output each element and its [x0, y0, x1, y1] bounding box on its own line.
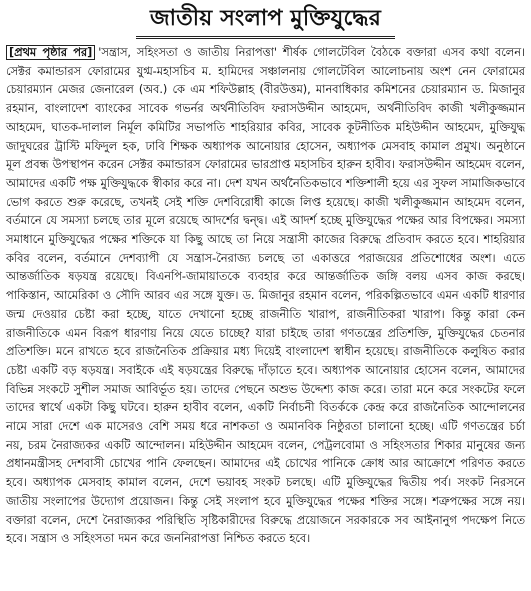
continuation-label: [প্রথম পৃষ্ঠার পর]: [6, 45, 95, 60]
article-text: 'সন্ত্রাস, সহিংসতা ও জাতীয় নিরাপত্তা' শীর্ষক গোলটেবিল বৈঠকে বক্তারা এসব কথা বলেন। সেক্টর কমান্ডারস ফোরামের যুগ্ম-মহাসচিব ম. হামিদের সঞ্চালনায় গোলটেবিল আলোচনায় অংশ নেন ফোরামের চেয়ারম্যান মেজর জেনারেল (অব.) কে এম শফিউল্লাহ (বীরউত্তম), মানবাধিকার কমিশনের চেয়ারম্যান ড. মিজানুর রহমান, বাংলাদেশ ব্যাংকের সাবেক গভর্নর অর্থনীতিবিদ ফরাসউদ্দীন আহমেদ, অর্থনীতিবিদ কাজী খলীকুজ্জমান আহমেদ, ঘাতক-দালাল নির্মূল কমিটির সভাপতি শাহরিয়ার কবির, সাবেক কূটনীতিক মহিউদ্দীন আহমেদ, মুক্তিযুদ্ধ জাদুঘরের ট্রাস্টি মফিদুল হক, ঢাবি শিক্ষক অধ্যাপক আনোয়ার হোসেন, অধ্যাপক মেসবাহ কামাল প্রমুখ। অনুষ্ঠানে মূল প্রবন্ধ উপস্থাপন করেন সেক্টর কমান্ডারস ফোরামের ভারপ্রাপ্ত মহাসচিব হারুন হাবীব। ফরাসউদ্দীন আহমেদ বলেন, আমাদের একটি পক্ষ মুক্তিযুদ্ধকে স্বীকার করে না। দেশ যখন অর্থনৈতিকভাবে শক্তিশালী হয়ে এর সুফল সামাজিকভাবে ভোগ করতে শুরু করেছে, তখনই সেই শক্তি দেশবিরোধী কাজে লিপ্ত হয়েছে। কাজী খলীকুজ্জমান আহমেদ বলেন, বর্তমানে যে সমস্যা চলছে তার মূলে রয়েছে আদর্শের দ্বন্দ্ব। এই আদর্শ হচ্ছে মুক্তিযুদ্ধের পক্ষের আর বিপক্ষের। সমস্যা সমাধানে মুক্তিযুদ্ধের পক্ষের শক্তিকে যা কিছু আছে তা নিয়ে সন্ত্রাসী কাজের বিরুদ্ধে প্রতিবাদ করতে হবে। শাহরিয়ার কবির বলেন, বর্তমানে দেশব্যাপী যে সন্ত্রাস-নৈরাজ্য চলছে তা একাত্তরে পরাজয়ের প্রতিশোধের অংশ। এতে আন্তর্জাতিক ষড়যন্ত্র রয়েছে। বিএনপি-জামায়াতকে ব্যবহার করে আন্তর্জাতিক জঙ্গি বলয় এসব কাজ করছে। পাকিস্তান, আমেরিকা ও সৌদি আরব এর সঙ্গে যুক্ত। ড. মিজানুর রহমান বলেন, পরিকল্পিতভাবে এমন একটি ধারণার জন্ম দেওয়ার চেষ্টা করা হচ্ছে, যাতে দেখানো হচ্ছে রাজনীতি খারাপ, রাজনীতিকরা খারাপ। কিন্তু কারা কেন রাজনীতিকে এমন বিরূপ ধারণায় নিয়ে যেতে চাচ্ছে? যারা চাইছে তারা গণতন্ত্রের প্রতিশক্তি, মুক্তিযুদ্ধের চেতনার প্রতিশক্তি। মনে রাখতে হবে রাজনৈতিক প্রক্রিয়ার মধ্য দিয়েই বাংলাদেশ স্বাধীন হয়েছে। রাজনীতিকে কলুষিত করার চেষ্টা একটি বড় ষড়যন্ত্র। সবাইকে এই ষড়যন্ত্রের বিরুদ্ধে দাঁড়াতে হবে। অধ্যাপক আনোয়ার হোসেন বলেন, আমাদের বিভিন্ন সংকটে সুশীল সমাজ আবির্ভূত হয়। তাদের পেছনে অশুভ উদ্দেশ্য কাজ করে। তারা মনে করে সংকটের ফলে তাদের স্বার্থে একটা কিছু ঘটবে। হারুন হাবীব বলেন, একটি নির্বাচনী বিতর্ককে কেন্দ্র করে রাজনৈতিক আন্দোলনের নামে সারা দেশে এক মাসেরও বেশি সময় ধরে নাশকতা ও অমানবিক নিষ্ঠুরতা চালানো হচ্ছে। এটি গণতন্ত্রের চর্চা নয়, চরম নৈরাজ্যকর একটি আন্দোলন। মহিউদ্দীন আহমেদ বলেন, পেট্রলবোমা ও সহিংসতার শিকার মানুষের জন্য প্রধানমন্ত্রীসহ দেশবাসী চোখের পানি ফেলছেন। আমাদের এই চোখের পানিকে ক্রোধ আর আক্রোশে পরিণত করতে হবে। অধ্যাপক মেসবাহ কামাল বলেন, দেশে ভয়াবহ সংকট চলছে। এটি মুক্তিযুদ্ধের দ্বিতীয় পর্ব। সংকট নিরসনে জাতীয় সংলাপের উদ্যোগ প্রয়োজন। কিন্তু সেই সংলাপ হবে মুক্তিযুদ্ধের পক্ষের শক্তির সঙ্গে। শত্রুপক্ষের সঙ্গে নয়। বক্তারা বলেন, দেশে নৈরাজ্যকর পরিস্থিতি সৃষ্টিকারীদের বিরুদ্ধে প্রয়োজনে সরকারকে সব আইনানুগ পদক্ষেপ নিতে হবে। সন্ত্রাস ও সহিংসতা দমন করে জননিরাপত্তা নিশ্চিত করতে হবে।: [6, 46, 525, 546]
headline: জাতীয় সংলাপ মুক্তিযুদ্ধের: [136, 4, 395, 39]
article-body: [6, 44, 525, 549]
headline-container: [6, 4, 525, 42]
